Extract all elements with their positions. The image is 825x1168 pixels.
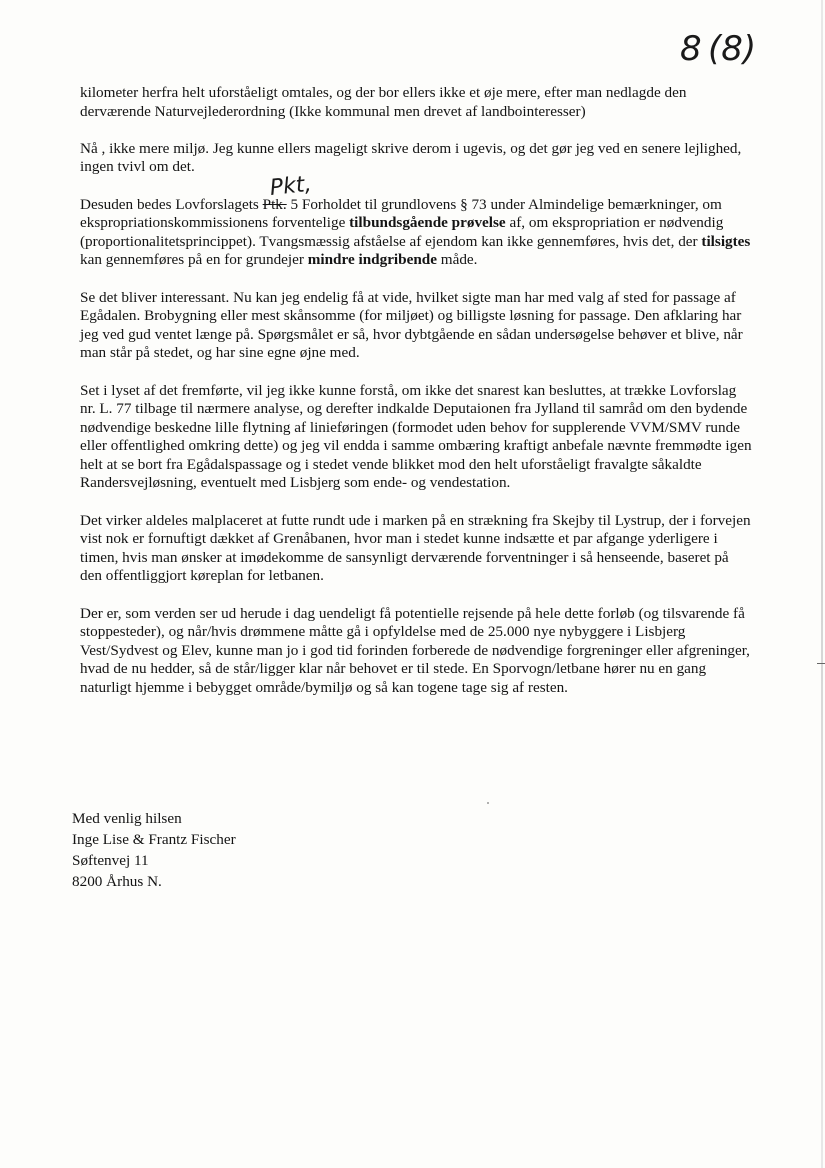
paragraph	[80, 605, 752, 698]
scan-speck	[487, 802, 489, 804]
page-number	[676, 18, 766, 80]
emphasis-text: tilsigtes	[701, 232, 751, 250]
closing-greeting: Med venlig hilsen	[72, 810, 182, 827]
paragraph-text: kan gennemføres på en for grundejer	[80, 251, 308, 269]
handwritten-annotation: Pkt,	[268, 171, 313, 201]
paragraph	[80, 382, 752, 494]
letter-body	[80, 84, 752, 716]
paragraph	[80, 512, 752, 586]
closing-names: Inge Lise & Frantz Fischer	[72, 831, 236, 848]
paragraph	[80, 289, 752, 363]
paragraph-text: Der er, som verden ser ud herude i dag uendeligt få potentielle rejsende på hele dette forløb (og tilsvarende få stoppesteder), og når/hvis drømmene måtte gå i opfyldelse med de 25.000 nye nybyggere i Lisbjerg Vest/Sydvest og Elev, kunne man jo i god tid forinden forberede de nødvendige forgreninger eller afgreninger, hvad de nu hedder, så de står/ligger klar når behovet er til stede. En Sporvogn/letbane hører nu en gang naturligt hjemme i bebygget område/bymiljø og så kan togene tage sig af resten.	[80, 604, 750, 696]
paragraph-text: af, om ekspropriation er nødvendig (proportionalitetsprincippet). Tvangsmæssig afståelse af ejendom kan ikke gennemføres, hvis det, der	[80, 214, 724, 250]
letter-closing	[72, 808, 236, 892]
paragraph-text: Nå , ikke mere miljø. Jeg kunne ellers mageligt skrive derom i ugevis, og det gør jeg ved en senere lejlighed, ingen tvivl om det.	[80, 139, 742, 176]
page-number-parenthesized: (8)	[708, 29, 757, 69]
paragraph-text: 5 Forholdet til grundlovens § 73 under Almindelige bemærkninger, om ekspropriationskommissionens forventelige	[80, 195, 722, 232]
paragraph-text: Desuden bedes Lovforslagets	[80, 195, 263, 213]
paragraph-text: Set i lyset af det fremførte, vil jeg ikke kunne forstå, om ikke det snarest kan besluttes, at trække Lovforslag nr. L. 77 tilbage til nærmere analyse, og derefter indkalde Deputaionen fra Jylland til samråd om den bydende nødvendige beskedne lille flytning af linieføringen (formodet uden behov for supplerende VVM/SMV runde eller offentlighed omkring dette) og jeg vil endda i samme ombæring kraftigt anbefale nævnte fremmødte igen helt at se bort fra Egådalspassage og i stedet vende blikket mod den helt uforståeligt fravalgte såkaldte Randersvejløsning, eventuelt med Lisbjerg som ende- og vendestation.	[80, 381, 752, 492]
struck-text: Ptk.	[262, 195, 287, 213]
paragraph	[80, 140, 752, 177]
paragraph-text: måde.	[436, 251, 478, 269]
emphasis-text: tilbundsgående prøvelse	[349, 214, 506, 232]
paragraph-text: Se det bliver interessant. Nu kan jeg endelig få at vide, hvilket sigte man har med valg af sted for passage af Egådalen. Brobygning eller mest skånsomme (for miljøet) og billigste løsning for passage. Den afklaring har jeg ved gud ventet længe på. Spørgsmålet er så, hvor dybtgående en sådan undersøgelse behøver et blive, når man står på stedet, og har sine egne øjne med.	[80, 288, 743, 362]
paragraph-text: Det virker aldeles malplaceret at futte rundt ude i marken på en strækning fra Skejby til Lystrup, der i forvejen vist nok er fornuftigt dækket af Grenåbanen, hvor man i stedet kunne indsætte et par afgange yderligere i timen, hvis man ønsker at imødekomme de sansynligt derværende forventninger i så henseende, baseret på den offentliggjort køreplan for letbanen.	[80, 511, 751, 585]
emphasis-text: mindre indgribende	[307, 251, 437, 269]
closing-street: Søftenvej 11	[72, 852, 149, 869]
scan-tick-mark	[817, 663, 825, 664]
scan-edge	[821, 0, 823, 1168]
paragraph	[80, 196, 752, 270]
paragraph	[80, 84, 752, 121]
page-number-main: 8	[680, 29, 702, 69]
closing-city: 8200 Århus N.	[72, 873, 162, 890]
paragraph-text: kilometer herfra helt uforståeligt omtales, og der bor ellers ikke et øje mere, efter man nedlagde den derværende Naturvejlederordning (Ikke kommunal men drevet af landbointeresser)	[80, 84, 687, 120]
